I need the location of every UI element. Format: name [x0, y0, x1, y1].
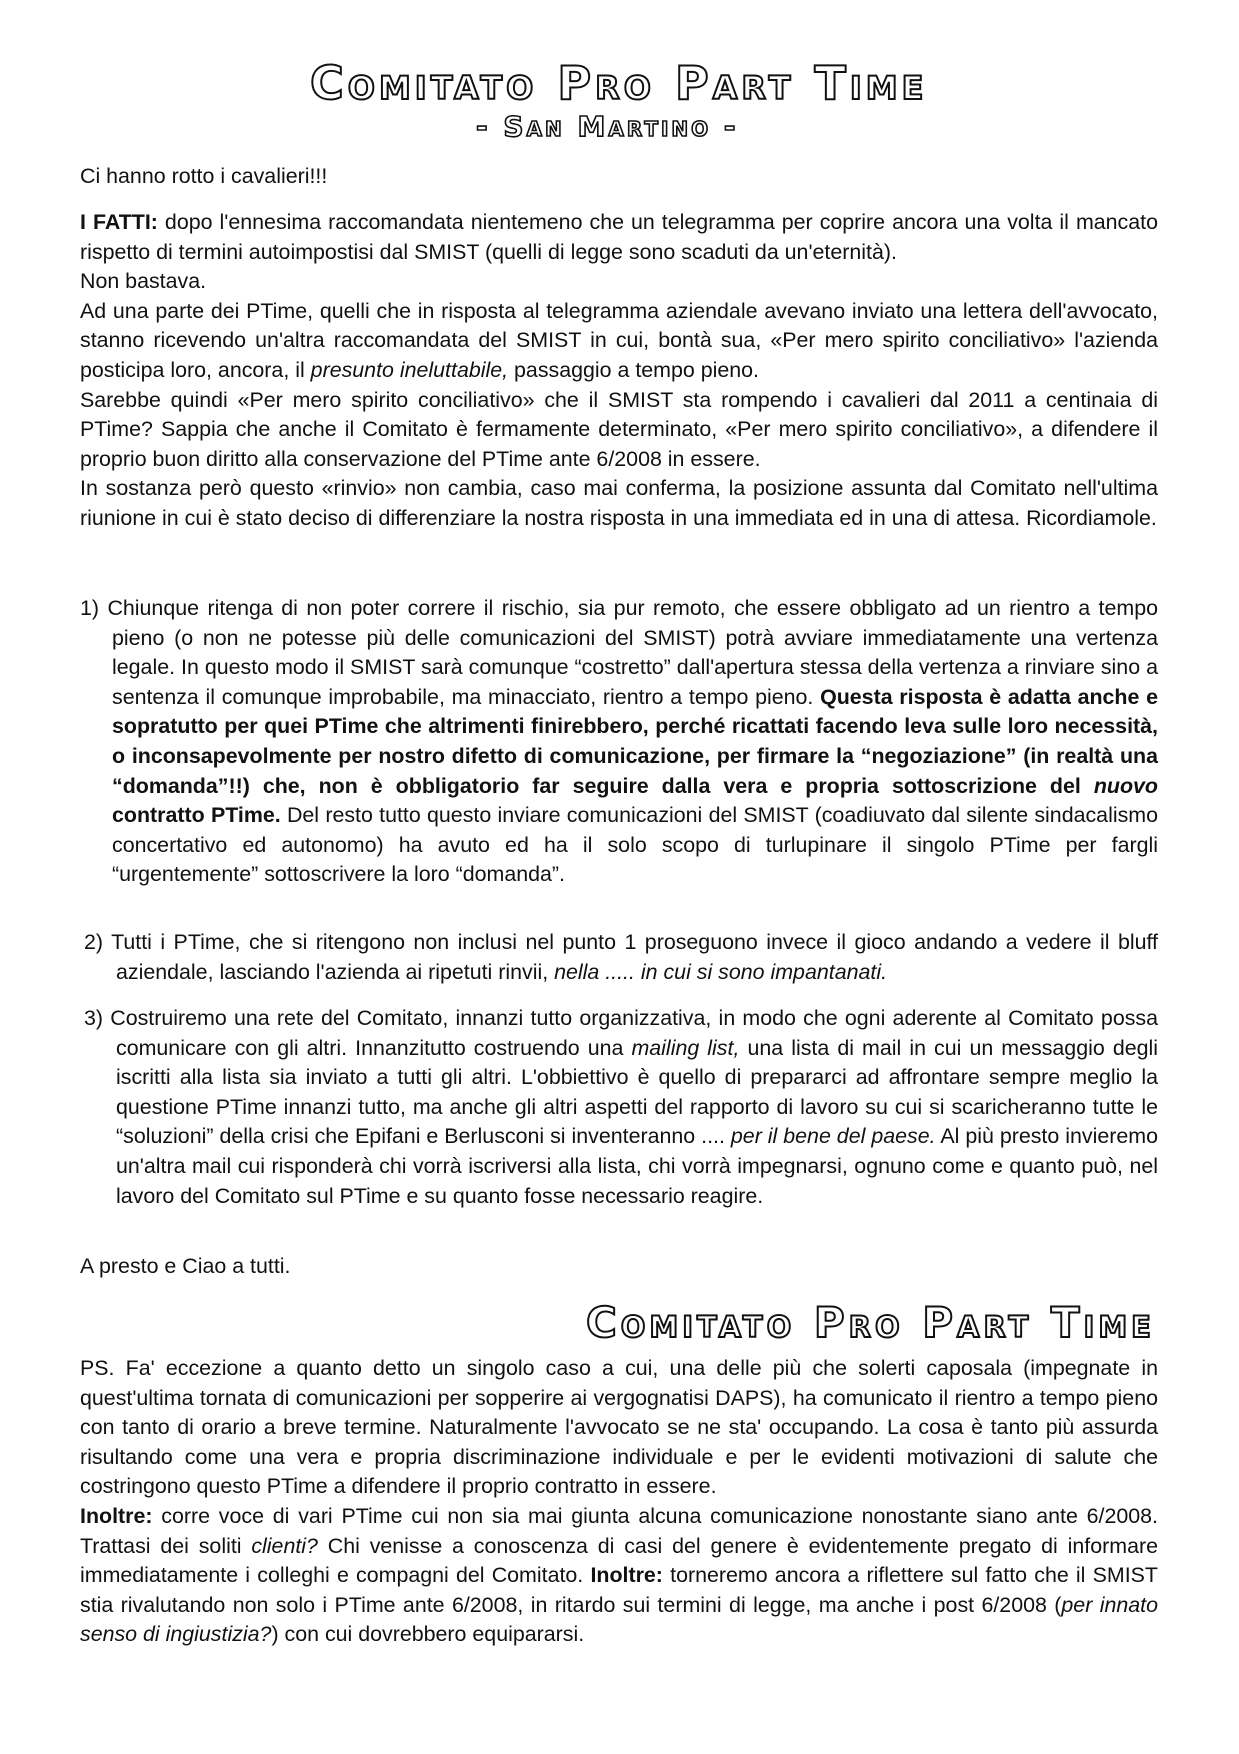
item2-italic: nella ..... in cui si sono impantanati.	[554, 959, 888, 984]
item3-text-a: 3) Costruiremo una rete del Comitato, innanzi tutto organizzativa, in modo che ogni aderente al Comitato possa comunicare con gli altri. Innanzitutto costruendo una	[84, 1006, 1158, 1060]
facts-text-3a: Ad una parte dei PTime, quelli che in risposta al telegramma aziendale avevano inviato una lettera dell'avvocato, stanno ricevendo un'altra raccomandata del SMIST in cui, bontà sua, «Per mero spirito conciliativo» l'azienda posticipa loro, ancora, il	[80, 298, 1158, 382]
item1-bold-2: contratto PTime.	[112, 803, 281, 828]
list-item-2	[84, 928, 1158, 987]
facts-paragraph-4: Sarebbe quindi «Per mero spirito conciliativo» che il SMIST sta rompendo i cavalieri dal 2011 a centinaia di PTime? Sappia che anche il Comitato è fermamente determinato, «Per mero spirito conciliativo», a difendere il proprio buon diritto alla conservazione del PTime ante 6/2008 in essere.	[80, 387, 1158, 471]
item3-text-c: Al più presto invieremo un'altra mail cui risponderà chi vorrà iscriversi alla lista, chi vorrà impegnarsi, ognuno come e quanto può, nel lavoro del Comitato sul PTime e su quanto fosse necessario reagire.	[116, 1124, 1158, 1208]
header-subtitle: - San Martino -	[476, 110, 739, 143]
ps-text-2c: torneremo ancora a riflettere sul fatto che il SMIST stia rivalutando non solo i PTime ante 6/2008, in ritardo sui termini di legge, ma anche i post 6/2008 (	[80, 1563, 1158, 1617]
ps-label-2: Inoltre:	[590, 1563, 663, 1588]
header-title: Comitato Pro Part Time	[310, 56, 928, 110]
ps-italic-2: per innato senso di ingiustizia?	[80, 1592, 1158, 1647]
facts-paragraph-5: In sostanza però questo «rinvio» non cambia, caso mai conferma, la posizione assunta dal Comitato nell'ultima riunione in cui è stato deciso di differenziare la nostra risposta in una immediata ed in una di attesa. Ricordiamole.	[80, 476, 1158, 530]
item1-text-b: Del resto tutto questo inviare comunicazioni del SMIST (coadiuvato dal silente sindacalismo concertativo ed autonomo) ha avuto ed ha il solo scopo di turlupinare il singolo PTime per fargli “urgentemente” sottoscrivere la loro “domanda”.	[112, 803, 1158, 887]
item2-text: 2) Tutti i PTime, che si ritengono non inclusi nel punto 1 proseguono invece il gioco andando a vedere il bluff aziendale, lasciando l'azienda ai ripetuti rinvii,	[84, 930, 1158, 984]
list-item-3	[84, 1004, 1158, 1211]
facts-text-1: dopo l'ennesima raccomandata nientemeno che un telegramma per coprire ancora una volta il mancato rispetto di termini autoimpostisi dal SMIST (quelli di legge sono scaduti da un'eternità).	[80, 210, 1158, 264]
facts-paragraph-2: Non bastava.	[80, 269, 207, 294]
ps-text-2a: corre voce di vari PTime cui non sia mai giunta alcuna comunicazione nonostante siano ante 6/2008. Trattasi dei soliti	[80, 1503, 1158, 1558]
list-item-1	[80, 594, 1158, 890]
facts-label: I FATTI:	[80, 210, 158, 234]
closing-line: A presto e Ciao a tutti.	[80, 1254, 291, 1278]
ps-label-1: Inoltre:	[80, 1503, 153, 1528]
item1-bold-italic: nuovo	[1093, 773, 1158, 798]
facts-paragraph-3	[80, 297, 1158, 386]
ps-paragraph-1: PS. Fa' eccezione a quanto detto un singolo caso a cui, una delle più che solerti caposala (impegnate in quest'ultima tornata di comunicazioni per sopperire ai vergognatisi DAPS), ha comunicato il rientro a tempo pieno con tanto di orario a breve termine. Naturalmente l'avvocato se ne sta' occupando. La cosa è tanto più assurda risultando come una vera e propria discriminazione individuale e per le evidenti motivazioni di salute che costringono questo PTime a difendere il proprio contratto in essere.	[80, 1356, 1158, 1499]
ps-italic-1: clienti?	[251, 1533, 318, 1558]
ps-text-2b: Chi venisse a conoscenza di casi del genere è evidentemente pregato di informare immediatamente i colleghi e compagni del Comitato.	[80, 1533, 1158, 1588]
item3-italic-1: mailing list,	[631, 1035, 740, 1060]
facts-section	[80, 208, 1158, 534]
item3-italic-2: per il bene del paese.	[730, 1124, 936, 1149]
facts-paragraph-1	[80, 208, 1158, 267]
ps-text-2d: ) con cui dovrebbero equipararsi.	[271, 1622, 585, 1647]
facts-text-3-italic: presunto ineluttabile,	[310, 357, 509, 382]
greeting: Ci hanno rotto i cavalieri!!!	[80, 164, 328, 188]
ps-section	[80, 1354, 1158, 1650]
ps-paragraph-2	[80, 1502, 1158, 1650]
item1-text-a: 1) Chiunque ritenga di non poter correre il rischio, sia pur remoto, che essere obbligato ad un rientro a tempo pieno (o non ne potesse più delle comunicazioni del SMIST) potrà avviare immediatamente una vertenza legale. In questo modo il SMIST sarà comunque “costretto” dall'apertura stessa della vertenza a rinviare sino a sentenza il comunque improbabile, ma minacciato, rientro a tempo pieno.	[80, 596, 1158, 709]
item3-text-b: una lista di mail in cui un messaggio degli iscritti alla lista sia inviato a tutti gli altri. L'obbiettivo è quello di prepararci ad affrontare sempre meglio la questione PTime innanzi tutto, ma anche gli altri aspetti del rapporto di lavoro su cui si scaricheranno tutte le “soluzioni” della crisi che Epifani e Berlusconi si inventeranno ....	[116, 1035, 1159, 1149]
item1-bold-1: Questa risposta è adatta anche e sopratutto per quei PTime che altrimenti finirebbero, perché ricattati facendo leva sulle loro necessità, o inconsapevolmente per nostro difetto di comunicazione, per firmare la “negoziazione” (in realtà una “domanda”!!) che, non è obbligatorio far seguire dalla vera e propria sottoscrizione del	[112, 684, 1159, 798]
footer-title: Comitato Pro Part Time	[585, 1298, 1155, 1347]
facts-text-3b: passaggio a tempo pieno.	[508, 357, 760, 382]
